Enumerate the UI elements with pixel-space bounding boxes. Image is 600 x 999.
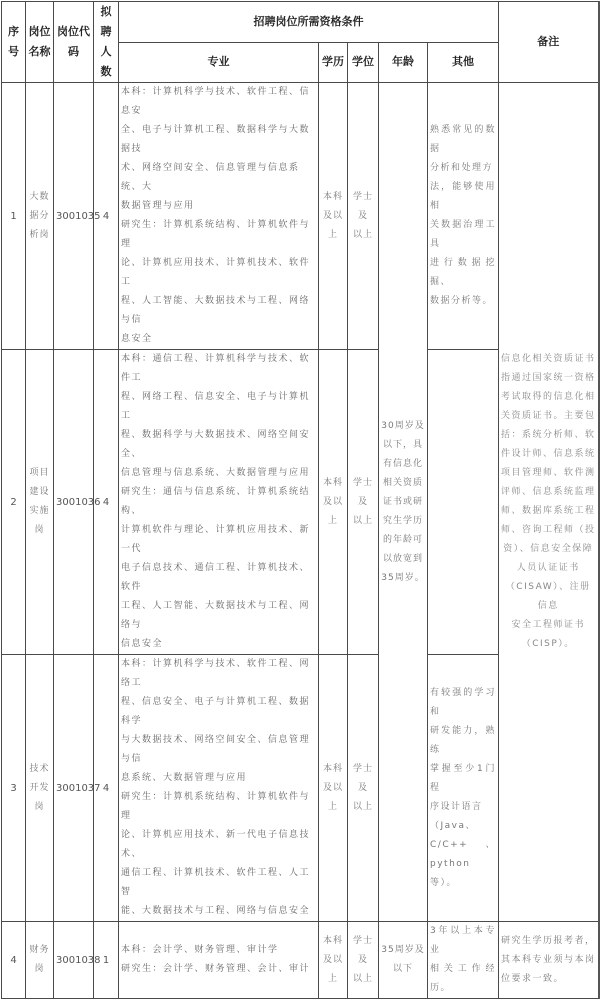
- remark-line: 其本科专业须与本岗: [501, 954, 596, 965]
- cell-position-code: 3001038: [54, 922, 94, 999]
- remark-line: 研究生学历报考者，: [501, 935, 596, 946]
- degree-line: 以上: [352, 801, 373, 812]
- major-line: 研究生：计算机系统结构、计算机软件与理: [121, 792, 311, 821]
- major-line: 研究生：计算机系统结构、计算机软件与理: [121, 220, 311, 249]
- cell-major: [119, 83, 319, 350]
- position-name-line: 岗: [34, 964, 45, 974]
- header-requirements-group: 招聘岗位所需资格条件: [119, 2, 499, 43]
- cell-degree: [348, 922, 379, 999]
- major-line: 程、信息安全、电子与计算机工程、数据科学: [121, 697, 311, 726]
- header-major: 专业: [119, 42, 319, 83]
- header-remarks: 备注: [499, 2, 599, 83]
- major-line: 本科：计算机科学与技术、软件工程、网络工: [121, 659, 311, 688]
- age-line: 以下，具: [382, 439, 423, 450]
- header-position-code-line: 码: [68, 45, 79, 58]
- other-line: 进行数据挖掘、: [430, 258, 496, 287]
- other-line: 相关工作经历。: [430, 964, 496, 993]
- position-name-line: 岗: [34, 801, 45, 812]
- major-line: 全、电子与计算机工程、数据科学与大数据技: [121, 125, 311, 154]
- major-line: 本科：计算机科学与技术、软件工程、信息安: [121, 87, 311, 116]
- major-line: 信息管理与信息系统、大数据管理与应用: [121, 468, 311, 478]
- other-line: （Java、: [430, 820, 477, 831]
- cell-other: [428, 922, 499, 999]
- remark-line: 资）、信息安全保障: [503, 544, 594, 554]
- education-line: 及以: [322, 954, 343, 965]
- education-line: 及以: [322, 496, 343, 507]
- education-line: 本科: [322, 191, 343, 202]
- education-line: 本科: [322, 763, 343, 774]
- cell-position-code: 3001035: [54, 83, 94, 350]
- remark-line: 安全工程师证书: [511, 620, 585, 630]
- major-line: 程、数据科学与大数据技术、网络空间安全、: [121, 430, 311, 459]
- position-name-line: 财务: [29, 945, 50, 955]
- header-headcount-line: 人数: [100, 45, 112, 78]
- major-line: 本科：会计学、财务管理、审计学: [121, 945, 279, 955]
- cell-headcount: 4: [94, 83, 119, 350]
- header-position-name: [26, 2, 54, 83]
- cell-other: [428, 350, 499, 655]
- cell-headcount: 4: [94, 655, 119, 922]
- age-line: 的年龄可: [382, 534, 423, 545]
- header-headcount: [94, 2, 119, 83]
- remark-line: 位要求一致。: [501, 973, 565, 984]
- cell-seq: 1: [2, 83, 26, 350]
- age-line: 以放宽到: [382, 553, 423, 564]
- age-line: 相关资质: [382, 477, 423, 488]
- major-line: 研究生：会计学、财务管理、会计、审计: [121, 964, 311, 974]
- age-line: 以下: [392, 964, 413, 974]
- other-line: 3年以上本专业: [430, 926, 496, 955]
- header-position-name-line: 岗位: [28, 25, 51, 38]
- header-education: 学历: [319, 42, 348, 83]
- other-line: 熟悉常见的数据: [430, 125, 496, 154]
- position-name-line: 建设: [29, 487, 50, 497]
- cell-other: [428, 655, 499, 922]
- remark-line: 括：系统分析师、软: [501, 430, 596, 440]
- cell-headcount: 4: [94, 350, 119, 655]
- age-line: 35周岁。: [381, 572, 425, 583]
- major-line: 论、计算机应用技术、计算机技术、软件工: [121, 258, 311, 287]
- major-line: 本科：通信工程、计算机科学与技术、软件工: [121, 354, 311, 383]
- other-line: 数据分析等。: [430, 296, 494, 306]
- other-line: 掌握至少1门程: [430, 763, 496, 793]
- cell-age: [379, 922, 428, 999]
- header-seq-line: 号: [8, 45, 19, 58]
- cell-age-merged: [379, 83, 428, 922]
- education-line: 上: [327, 515, 338, 526]
- cell-major: [119, 655, 319, 922]
- degree-line: 学士及: [352, 763, 373, 793]
- header-position-code-line: 岗位代: [57, 25, 90, 38]
- cell-education: [319, 350, 348, 655]
- cell-position-name: [26, 350, 54, 655]
- position-name-line: 实施: [29, 506, 50, 516]
- remark-line: 项目管理师、软件测: [501, 468, 596, 478]
- other-line: 序设计语言: [430, 801, 483, 812]
- header-seq-line: 序: [8, 25, 19, 38]
- header-position-code: [54, 2, 94, 83]
- cell-remarks-merged: [499, 83, 599, 922]
- major-line: 通信工程、计算机技术、软件工程、人工智: [121, 868, 311, 897]
- remark-line: 师、咨询工程师（投: [501, 525, 596, 535]
- recruitment-table: [1, 1, 600, 999]
- header-position-name-line: 名称: [28, 45, 51, 58]
- other-line: 有较强的学习和: [430, 687, 496, 717]
- remark-line: （CISP）。: [521, 639, 575, 649]
- other-line: C/C++、python: [430, 839, 496, 869]
- remark-line: 评师、信息系统监理: [501, 487, 596, 497]
- cell-seq: 2: [2, 350, 26, 655]
- education-line: 及以: [322, 782, 343, 793]
- position-name-line: 技术: [29, 763, 50, 774]
- age-line: 有信息化: [382, 458, 423, 469]
- cell-degree: [348, 655, 379, 922]
- age-line: 35周岁及: [381, 945, 425, 955]
- cell-seq: 4: [2, 922, 26, 999]
- degree-line: 以上: [352, 229, 373, 240]
- cell-degree: [348, 83, 379, 350]
- header-degree: 学位: [348, 42, 379, 83]
- table-row: [2, 922, 599, 999]
- major-line: 能、大数据技术与工程、网络与信息安全: [121, 906, 311, 916]
- major-line: 息系统、大数据管理与应用: [121, 773, 248, 783]
- education-line: 上: [327, 229, 338, 240]
- degree-line: 以上: [352, 973, 373, 984]
- cell-headcount: 1: [94, 922, 119, 999]
- cell-position-name: [26, 83, 54, 350]
- degree-line: 学士及: [352, 191, 373, 221]
- cell-degree: [348, 350, 379, 655]
- other-line: 关数据治理工具: [430, 220, 496, 249]
- cell-seq: 3: [2, 655, 26, 922]
- cell-position-code: 3001036: [54, 350, 94, 655]
- education-line: 上: [327, 973, 338, 984]
- remark-line: 信息化相关资质证书: [501, 354, 596, 364]
- major-line: 程、网络工程、信息安全、电子与计算机工: [121, 392, 311, 421]
- remark-line: 师、数据库系统工程: [501, 506, 596, 516]
- major-line: 与大数据技术、网络空间安全、信息管理与信: [121, 735, 311, 764]
- cell-major: [119, 922, 319, 999]
- cell-position-code: 3001037: [54, 655, 94, 922]
- remark-line: （CISAW）、注册信息: [505, 582, 591, 611]
- remark-line: 人员认证证书: [516, 563, 580, 573]
- education-line: 本科: [322, 477, 343, 488]
- cell-position-name: [26, 655, 54, 922]
- cell-education: [319, 655, 348, 922]
- other-line: 研发能力，熟练: [430, 725, 496, 755]
- remark-line: 关资质证书。主要包: [501, 411, 596, 421]
- cell-other: [428, 83, 499, 350]
- position-name-line: 项目: [29, 468, 50, 478]
- education-line: 上: [327, 801, 338, 812]
- education-line: 及以: [322, 210, 343, 221]
- position-name-line: 大数: [29, 191, 50, 202]
- other-line: 等）。: [430, 877, 458, 888]
- table-row: [2, 83, 599, 350]
- major-line: 工程、人工智能、大数据技术与工程、网络与: [121, 601, 311, 630]
- degree-line: 学士及: [352, 477, 373, 507]
- position-name-line: 开发: [29, 782, 50, 793]
- header-seq: [2, 2, 26, 83]
- position-name-line: 析岗: [29, 229, 50, 240]
- age-line: 30周岁及: [381, 420, 425, 431]
- major-line: 数据管理与应用: [121, 201, 195, 211]
- degree-line: 以上: [352, 515, 373, 526]
- remark-line: 件设计师、信息系统: [501, 449, 596, 459]
- other-line: 分析和处理方: [430, 163, 494, 173]
- major-line: 电子信息技术、通信工程、计算机技术、软件: [121, 563, 311, 592]
- education-line: 本科: [322, 935, 343, 946]
- cell-position-name: [26, 922, 54, 999]
- cell-major: [119, 350, 319, 655]
- position-name-line: 岗: [34, 525, 45, 535]
- major-line: 研究生：通信与信息系统、计算机系统结构、: [121, 487, 311, 516]
- header-headcount-line: 拟聘: [100, 5, 112, 38]
- cell-education: [319, 922, 348, 999]
- position-name-line: 据分: [29, 210, 50, 221]
- major-line: 论、计算机应用技术、新一代电子信息技术、: [121, 830, 311, 859]
- remark-line: 考试取得的信息化相: [501, 392, 596, 402]
- other-line: 法，能够使用相: [430, 182, 496, 211]
- age-line: 证书或研: [382, 496, 423, 507]
- header-age: 年龄: [379, 42, 428, 83]
- major-line: 计算机软件与理论、计算机应用技术、新一代: [121, 525, 311, 554]
- remark-line: 指通过国家统一资格: [501, 373, 596, 383]
- degree-line: 学士及: [352, 935, 373, 965]
- major-line: 信息安全: [121, 639, 164, 649]
- cell-remarks: [499, 922, 599, 999]
- age-line: 究生学历: [382, 515, 423, 526]
- major-line: 息安全: [121, 334, 153, 344]
- major-line: 程、人工智能、大数据技术与工程、网络与信: [121, 296, 311, 325]
- cell-education: [319, 83, 348, 350]
- major-line: 术、网络空间安全、信息管理与信息系统、大: [121, 163, 300, 192]
- header-other: 其他: [428, 42, 499, 83]
